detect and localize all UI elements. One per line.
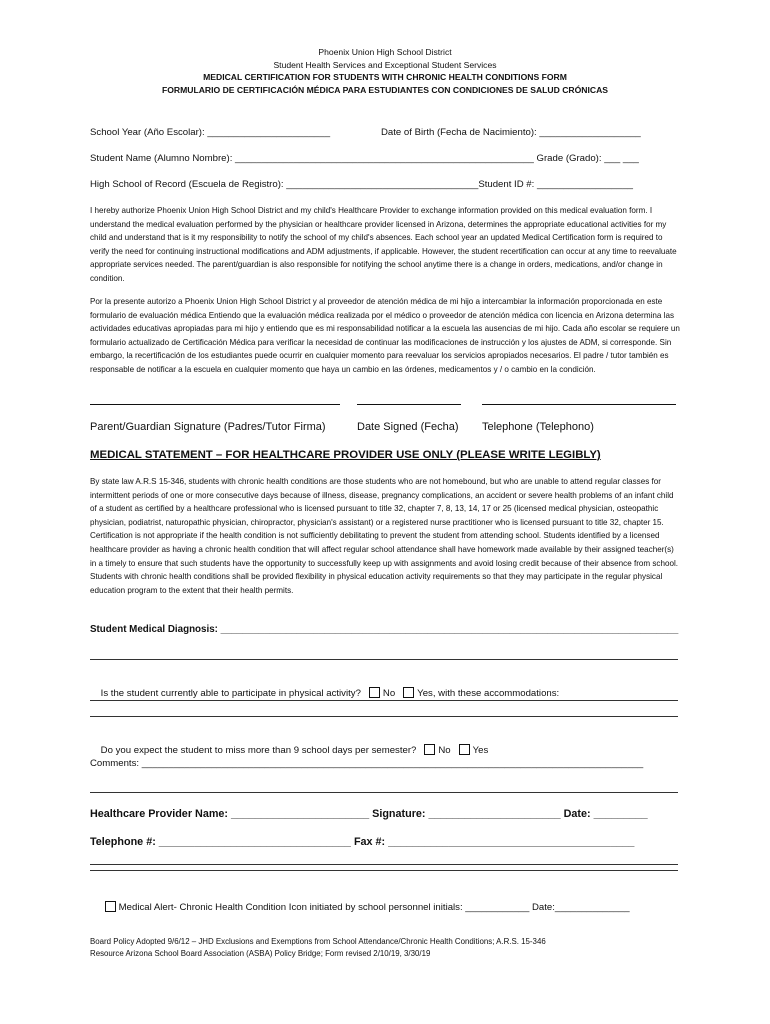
high-school-student-id-field[interactable]: High School of Record (Escuela de Registro): ____________________________________Student ID #: __________________ (90, 179, 634, 190)
absence-yes-label: Yes (472, 745, 489, 756)
revision-info: Resource Arizona School Board Association (ASBA) Policy Bridge; Form revised 2/10/19, 3/30/19 (90, 949, 431, 959)
physical-no-checkbox[interactable] (369, 687, 380, 698)
absence-no-checkbox[interactable] (424, 744, 435, 755)
medical-statement-title: MEDICAL STATEMENT – FOR HEALTHCARE PROVIDER USE ONLY (PLEASE WRITE LEGIBLY) (90, 449, 601, 461)
physical-yes-checkbox[interactable] (403, 687, 414, 698)
provider-telephone-fax-row[interactable]: Telephone #: ________________________________ Fax #: _________________________________________ (90, 836, 635, 848)
medical-alert-label: Medical Alert- Chronic Health Condition Icon initiated by school personnel initials: ____________ Date:______________ (118, 902, 630, 913)
policy-reference: Board Policy Adopted 9/6/12 – JHD Exclusions and Exemptions from School Attendance/Chronic Health Conditions; A.R.S. 15-346 (90, 937, 546, 946)
double-divider (90, 864, 678, 871)
provider-name-signature-date-row[interactable]: Healthcare Provider Name: _______________________ Signature: ______________________ Date: _________ (90, 808, 648, 820)
absence-yes-checkbox[interactable] (459, 744, 470, 755)
physical-yes-accommodations-label: Yes, with these accommodations: (417, 688, 560, 699)
comments-field[interactable]: Comments: ______________________________________________________________________________________________ (90, 758, 644, 769)
medical-alert-checkbox[interactable] (105, 901, 116, 912)
medical-alert-row (90, 890, 630, 924)
school-year-field[interactable]: School Year (Año Escolar): _______________________ (90, 127, 331, 138)
absence-no-label: No (438, 745, 451, 756)
diagnosis-continuation-line[interactable] (90, 659, 678, 660)
form-footer (90, 936, 546, 961)
statute-paragraph: By state law A.R.S 15-346, students with chronic health conditions are those students who are not homebound, but who are unable to attend regular classes for intermittent periods of one or more consecutive days because of illness, disease, pregnancy complications, an accident or severe health problems of an infant child of a student as certified by a healthcare professional who is licensed pursuant to title 32, chapter 7, 8, 13, 14, 17 or 25 (licensed medical physician, osteopathic physician, podiatrist, naturopathic physician, chiropractor, physician's assistant) or a registered nurse practitioner who is licensed pursuant to title 32, chapter 15. Certification is not appropriate if the health condition is not sufficiently debilitating to prevent the student from attending school. Students identified by a licensed healthcare provider as having a chronic health condition that will affect regular school attendance shall have homework made available by their assigned teacher(s) in a timely to ensure that such students have the opportunity to successfully keep up with assignments and avoid losing credit because of their absence from school. Students with chronic health conditions shall be provided flexibility in physical education activity requirements so that they may participate in the regular physical education program to the extent that their health permits. (90, 477, 679, 595)
accommodations-line-1[interactable] (90, 700, 678, 701)
date-of-birth-field[interactable]: Date of Birth (Fecha de Nacimiento): ___________________ (381, 127, 641, 138)
district-name: Phoenix Union High School District (318, 47, 452, 57)
authorization-paragraph-spanish: Por la presente autorizo a Phoenix Union High School District y al proveedor de atención médica de mi hijo a intercambiar la información proporcionada en este formulario de evaluación médica Entiendo que la evaluación médica realizada por el médico o proveedor de atención médica con licencia en Arizona determina las actividades educativas apropiadas para mi hijo y entiendo que es mi responsabilidad notificar a la escuela las ausencias de mi hijo. Cada año escolar se requiere un formulario actualizado de Certificación Médica para verificar la necesidad de continuar las modificaciones de instrucción y los ajustes de ADM, si corresponde. Sin embargo, la recertificación de los estudiantes puede ocurrir en cualquier momento para reevaluar los servicios apropiados necesarios. El padre / tutor también es responsable de notificar a la escuela en cualquier momento que haya un cambio en las órdenes, medicamentos y / o cambio en la condición. (90, 297, 680, 374)
date-signed-label: Date Signed (Fecha) (357, 421, 459, 433)
authorization-paragraph-english: I hereby authorize Phoenix Union High School District and my child's Healthcare Provider to exchange information provided on this medical evaluation form. I understand the medical evaluation performed by the physician or healthcare provider licensed in Arizona, determines the appropriate educational activities for my child and understand that is it my responsibility to notify the school of my child's absences. Each school year an updated Medical Certification form is required to verify the need for continuing instructional modifications and ADM adjustments, if applicable. However, the student recertification can occur at any time to reevaluate appropriate services needed. The parent/guardian is also responsible for notifying the school anytime there is a change in orders, medications, and/or change in condition. (90, 206, 677, 283)
date-signed-line[interactable] (357, 404, 461, 405)
parent-signature-label: Parent/Guardian Signature (Padres/Tutor Firma) (90, 421, 326, 433)
accommodations-line-2[interactable] (90, 716, 678, 717)
department-name: Student Health Services and Exceptional Student Services (273, 59, 497, 70)
physical-activity-question-row (90, 676, 559, 710)
telephone-line[interactable] (482, 404, 676, 405)
form-title-english: MEDICAL CERTIFICATION FOR STUDENTS WITH CHRONIC HEALTH CONDITIONS FORM (203, 72, 567, 83)
absence-question: Do you expect the student to miss more than 9 school days per semester? (100, 745, 417, 756)
form-header (90, 46, 680, 96)
telephone-label: Telephone (Telephono) (482, 421, 594, 433)
form-title-spanish: FORMULARIO DE CERTIFICACIÓN MÉDICA PARA ESTUDIANTES CON CONDICIONES DE SALUD CRÓNICAS (161, 84, 609, 95)
student-name-grade-field[interactable]: Student Name (Alumno Nombre): ________________________________________________________ Grade (Grado): ___ ___ (90, 153, 639, 164)
physical-activity-question: Is the student currently able to participate in physical activity? (100, 688, 361, 699)
comments-continuation-line[interactable] (90, 792, 678, 793)
parent-signature-line[interactable] (90, 404, 340, 405)
medical-diagnosis-field[interactable]: Student Medical Diagnosis: ____________________________________________________________________________________ (90, 624, 679, 635)
physical-no-label: No (382, 688, 396, 699)
